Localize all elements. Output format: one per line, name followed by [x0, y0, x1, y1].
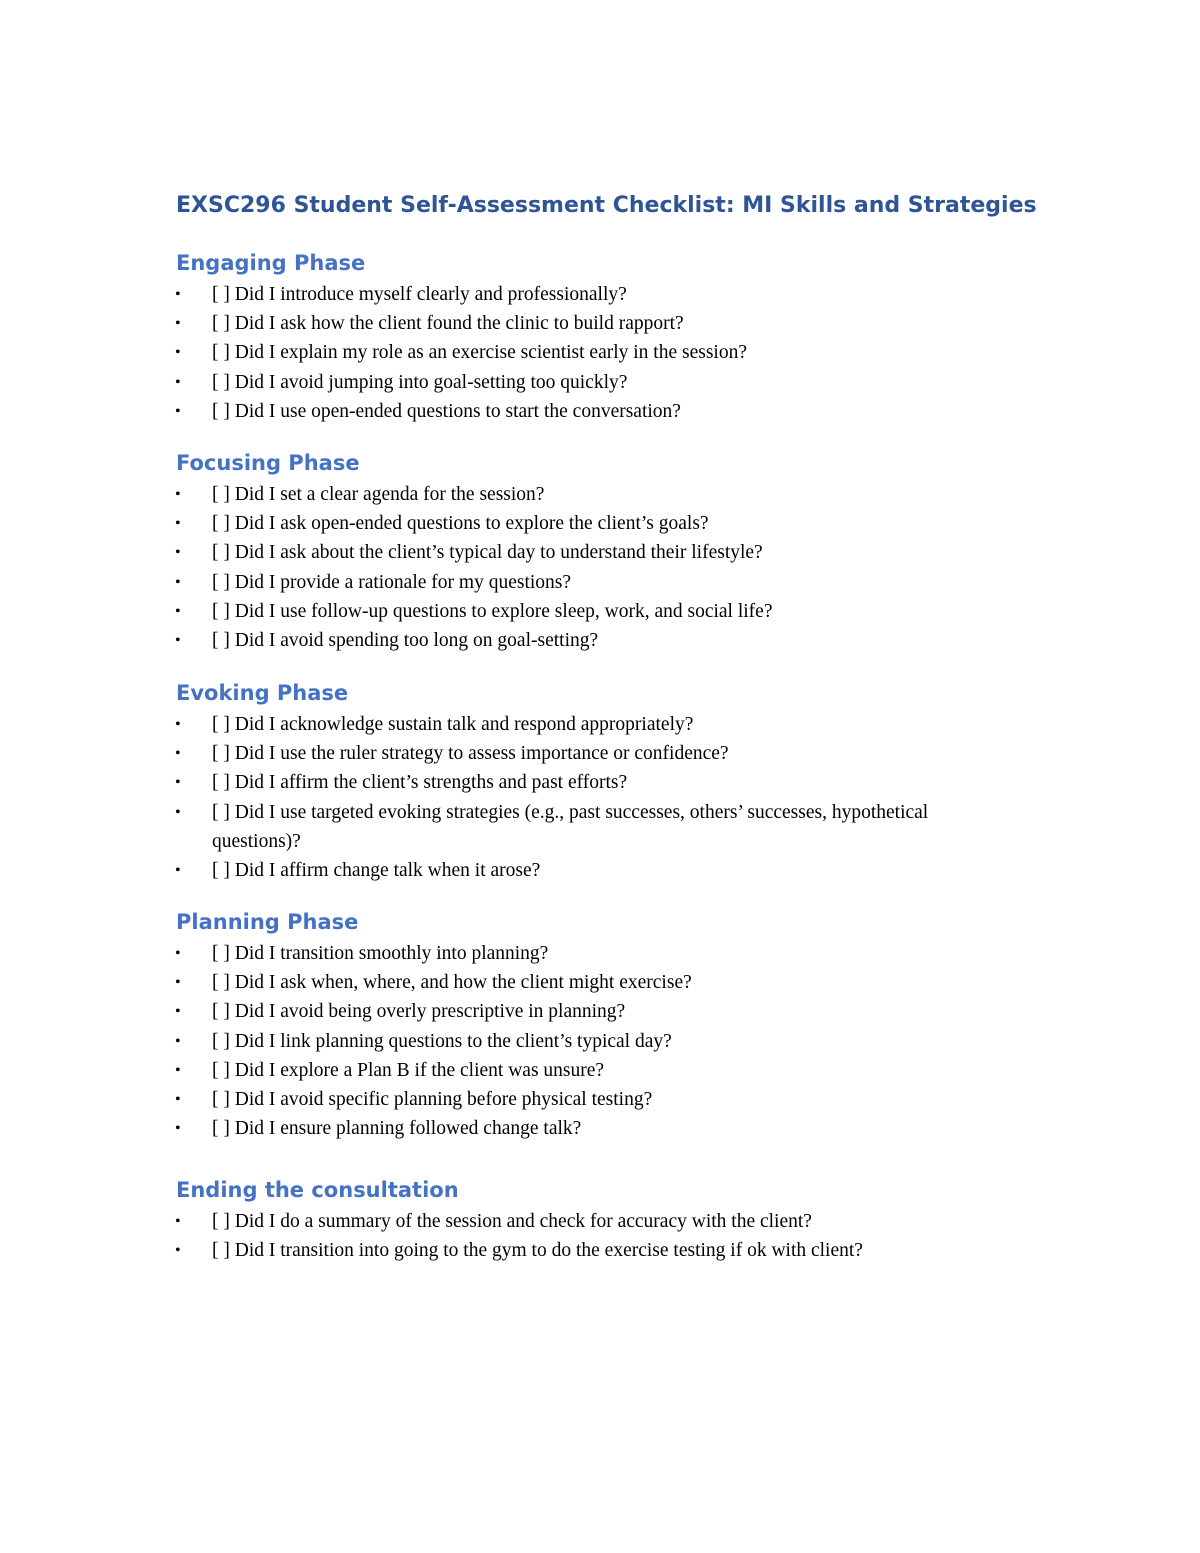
checklist-item-text: [ ] Did I explain my role as an exercise scientist early in the session?	[212, 342, 747, 364]
bullet-icon: •	[175, 945, 181, 962]
checklist-item-text: [ ] Did I use open-ended questions to start the conversation?	[212, 400, 681, 422]
checklist-item	[176, 1027, 1156, 1056]
checklist-item	[176, 939, 1156, 968]
checklist	[176, 1207, 1156, 1265]
checklist-item	[176, 968, 1156, 997]
checklist-item-text: [ ] Did I ask open-ended questions to explore the client’s goals?	[212, 513, 709, 535]
section-heading: Planning Phase	[176, 910, 359, 934]
bullet-icon: •	[175, 315, 181, 333]
checklist-item-text: [ ] Did I use the ruler strategy to assess importance or confidence?	[212, 743, 729, 765]
checklist-item-text: [ ] Did I ensure planning followed change talk?	[212, 1118, 582, 1140]
checklist-item-text: [ ] Did I provide a rationale for my questions?	[212, 571, 572, 593]
checklist-item-text: [ ] Did I use targeted evoking strategies (e.g., past successes, others’ successes, hypothetical questions)?	[212, 801, 934, 852]
section-evoking-phase	[176, 678, 1156, 885]
checklist-item-text: [ ] Did I ask when, where, and how the client might exercise?	[212, 972, 692, 994]
bullet-icon: •	[175, 344, 181, 362]
checklist-item	[176, 710, 1156, 739]
bullet-icon: •	[175, 716, 181, 733]
document-title: EXSC296 Student Self-Assessment Checklist: MI Skills and Strategies	[176, 193, 1037, 218]
checklist-item-text: [ ] Did I transition into going to the gym to do the exercise testing if ok with client?	[212, 1240, 863, 1262]
bullet-icon: •	[175, 774, 181, 792]
bullet-icon: •	[175, 1003, 181, 1021]
checklist-item-text: [ ] Did I introduce myself clearly and professionally?	[212, 284, 627, 305]
bullet-icon: •	[175, 486, 181, 503]
checklist-item	[176, 997, 1156, 1026]
checklist-item	[176, 768, 1156, 797]
bullet-icon: •	[175, 602, 181, 620]
bullet-icon: •	[175, 745, 181, 763]
checklist-item-text: [ ] Did I explore a Plan B if the client was unsure?	[212, 1059, 605, 1081]
checklist-item-text: [ ] Did I acknowledge sustain talk and respond appropriately?	[212, 714, 694, 735]
checklist-item	[176, 368, 1156, 397]
section-heading: Evoking Phase	[176, 681, 349, 705]
checklist-item	[176, 397, 1156, 426]
checklist-item	[176, 1207, 1156, 1236]
checklist-item	[176, 1236, 1156, 1265]
checklist-item	[176, 538, 1156, 567]
checklist-item-text: [ ] Did I use follow-up questions to explore sleep, work, and social life?	[212, 600, 773, 622]
checklist	[176, 480, 1156, 655]
checklist	[176, 939, 1156, 1143]
bullet-icon: •	[175, 862, 181, 880]
checklist-item-text: [ ] Did I do a summary of the session and check for accuracy with the client?	[212, 1211, 812, 1232]
checklist-item	[176, 309, 1156, 338]
checklist-item	[176, 597, 1156, 626]
bullet-icon: •	[175, 632, 181, 650]
checklist-item	[176, 856, 1156, 885]
checklist-item	[176, 1114, 1156, 1143]
checklist-item	[176, 798, 1156, 856]
section-ending-consultation	[176, 1175, 1156, 1265]
checklist-item	[176, 739, 1156, 768]
bullet-icon: •	[175, 515, 181, 533]
bullet-icon: •	[175, 974, 181, 992]
checklist-item	[176, 568, 1156, 597]
checklist-item-text: [ ] Did I set a clear agenda for the session?	[212, 484, 545, 505]
checklist-item	[176, 280, 1156, 309]
bullet-icon: •	[175, 1213, 181, 1230]
checklist-item-text: [ ] Did I affirm change talk when it arose?	[212, 860, 541, 882]
section-planning-phase	[176, 907, 1156, 1143]
checklist-item-text: [ ] Did I avoid spending too long on goal-setting?	[212, 630, 599, 652]
section-heading: Focusing Phase	[176, 451, 360, 475]
bullet-icon: •	[175, 573, 181, 591]
checklist-item-text: [ ] Did I affirm the client’s strengths and past efforts?	[212, 772, 628, 794]
bullet-icon: •	[175, 286, 181, 303]
checklist-item	[176, 480, 1156, 509]
checklist-item	[176, 1085, 1156, 1114]
bullet-icon: •	[175, 1091, 181, 1109]
section-heading: Ending the consultation	[176, 1178, 459, 1202]
checklist-item	[176, 338, 1156, 367]
checklist-item-text: [ ] Did I ask how the client found the clinic to build rapport?	[212, 313, 684, 335]
checklist-item-text: [ ] Did I avoid specific planning before physical testing?	[212, 1089, 653, 1111]
bullet-icon: •	[175, 1120, 181, 1138]
checklist-item-text: [ ] Did I transition smoothly into planning?	[212, 943, 549, 964]
bullet-icon: •	[175, 402, 181, 420]
bullet-icon: •	[175, 1242, 181, 1260]
checklist-item-text: [ ] Did I avoid jumping into goal-setting too quickly?	[212, 371, 628, 393]
bullet-icon: •	[175, 1032, 181, 1050]
checklist	[176, 280, 1156, 426]
bullet-icon: •	[175, 803, 181, 821]
bullet-icon: •	[175, 373, 181, 391]
checklist-item	[176, 509, 1156, 538]
section-engaging-phase	[176, 248, 1156, 426]
bullet-icon: •	[175, 1061, 181, 1079]
section-focusing-phase	[176, 448, 1156, 655]
checklist-item-text: [ ] Did I link planning questions to the client’s typical day?	[212, 1030, 672, 1052]
checklist-item-text: [ ] Did I ask about the client’s typical day to understand their lifestyle?	[212, 542, 763, 564]
checklist-item	[176, 626, 1156, 655]
checklist	[176, 710, 1156, 885]
checklist-item	[176, 1056, 1156, 1085]
checklist-item-text: [ ] Did I avoid being overly prescriptive in planning?	[212, 1001, 626, 1023]
bullet-icon: •	[175, 544, 181, 562]
section-heading: Engaging Phase	[176, 251, 366, 275]
